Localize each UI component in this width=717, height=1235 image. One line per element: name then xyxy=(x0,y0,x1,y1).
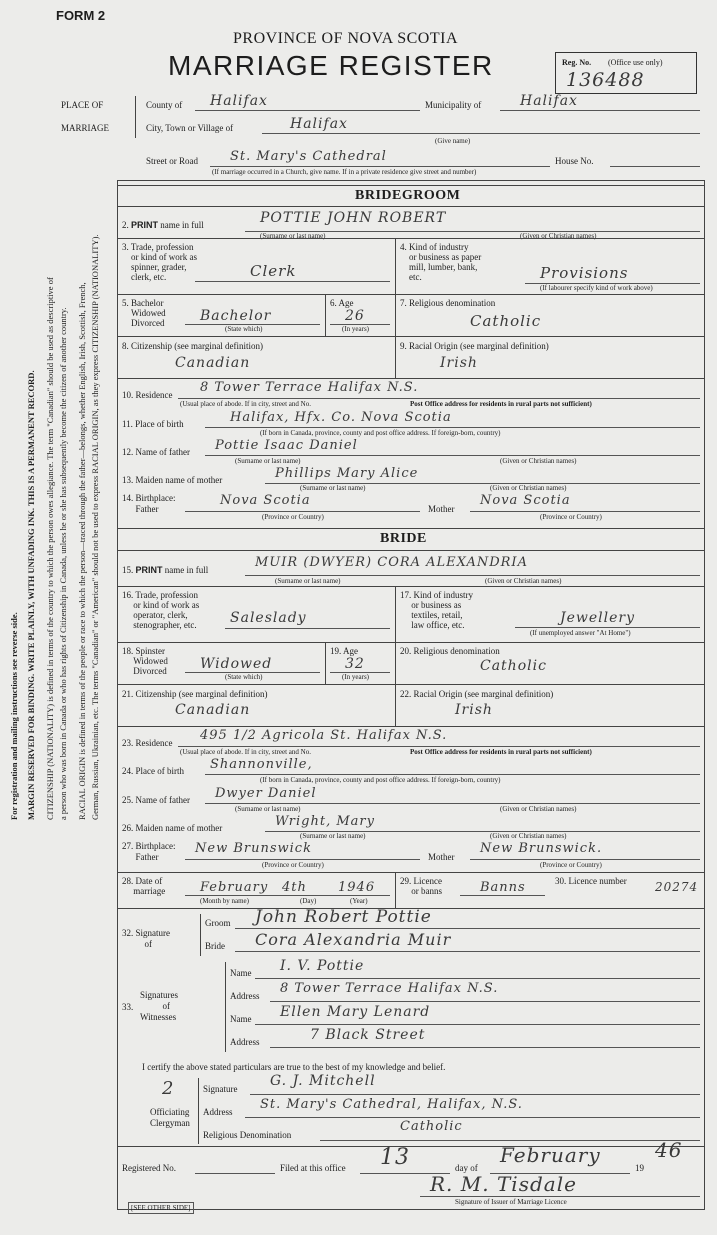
side-line-6: German, Russian, Ukrainian, etc. The terms "Canadian" or "American" should not be used to express RACIAL ORIGIN, as they express CITIZENSHIP (NATIONALITY). xyxy=(90,234,100,820)
city-value: Halifax xyxy=(290,116,348,132)
name-in-full-label: name in full xyxy=(160,220,204,230)
date-label: 28. Date of marriage xyxy=(122,876,166,896)
given-caption: (Given or Christian names) xyxy=(490,832,567,840)
surname-caption: (Surname or last name) xyxy=(235,805,301,813)
month-caption: (Month by name) xyxy=(200,897,249,905)
bride-residence: 495 1/2 Agricola St. Halifax N.S. xyxy=(200,728,448,743)
bride-heading: BRIDE xyxy=(380,531,427,546)
given-caption: (Given or Christian names) xyxy=(500,805,577,813)
signature-of-label: 32. Signature of xyxy=(122,928,170,949)
groom-trade-label: 3. Trade, profession or kind of work as spinner, grader, clerk, etc. xyxy=(122,242,197,282)
witness1-address: 8 Tower Terrace Halifax N.S. xyxy=(280,981,499,996)
groom-mother-birthplace: Nova Scotia xyxy=(480,493,571,508)
day-of-label: day of xyxy=(455,1163,478,1173)
groom-age: 26 xyxy=(345,308,365,324)
date-month: February xyxy=(200,880,269,895)
post-office-caption: Post Office address for residents in rural parts not sufficient) xyxy=(410,748,592,756)
racial-label: 22. Racial Origin (see marginal definition) xyxy=(400,689,554,699)
state-which-caption: (State which) xyxy=(225,325,263,333)
issuer-signature: R. M. Tisdale xyxy=(430,1172,577,1196)
labourer-caption: (If labourer specify kind of work above) xyxy=(540,284,653,292)
groom-industry-label: 4. Kind of industry or business as paper mill, lumber, bank, etc. xyxy=(400,242,482,282)
province-caption: (Province or Country) xyxy=(262,861,324,869)
groom-birthplace: Halifax, Hfx. Co. Nova Scotia xyxy=(230,410,452,425)
county-label: County of xyxy=(146,100,183,110)
abode-caption: (Usual place of abode. If in city, street and No. xyxy=(180,400,311,408)
witness1-name-label: Name xyxy=(230,968,252,978)
witness1-address-label: Address xyxy=(230,991,260,1001)
witness-number: 33. xyxy=(122,1002,134,1012)
bridegroom-heading: BRIDEGROOM xyxy=(355,188,461,203)
marriage-label: MARRIAGE xyxy=(61,123,110,133)
abode-caption: (Usual place of abode. If in city, street and No. xyxy=(180,748,311,756)
print-label: PRINT xyxy=(131,220,158,230)
denomination-label: Religious Denomination xyxy=(203,1130,292,1140)
house-no-label: House No. xyxy=(555,156,594,166)
clergy-mark: 2 xyxy=(162,1078,175,1099)
surname-caption: (Surname or last name) xyxy=(300,484,366,492)
groom-trade: Clerk xyxy=(250,262,297,280)
city-label: City, Town or Village of xyxy=(146,123,234,133)
clergy-label: Officiating Clergyman xyxy=(150,1107,190,1128)
registered-no-label: Registered No. xyxy=(122,1163,176,1173)
street-label: Street or Road xyxy=(146,156,198,166)
licence-number: 20274 xyxy=(655,880,699,894)
bride-trade: Saleslady xyxy=(230,610,307,626)
filed-year: 46 xyxy=(655,1138,683,1162)
mother-label: 13. Maiden name of mother xyxy=(122,475,223,485)
religion-label: 20. Religious denomination xyxy=(400,646,500,656)
bride-religion: Catholic xyxy=(480,658,547,674)
form-number: FORM 2 xyxy=(56,8,106,23)
province-caption: (Province or Country) xyxy=(540,861,602,869)
birthplace-label: 11. Place of birth xyxy=(122,419,184,429)
witness2-address: 7 Black Street xyxy=(310,1027,426,1043)
licence-value: Banns xyxy=(480,880,526,895)
witness1-name: I. V. Pottie xyxy=(280,958,365,974)
province-caption: (Province or Country) xyxy=(262,513,324,521)
born-caption: (If born in Canada, province, county and post office address. If foreign-born, country) xyxy=(260,429,501,437)
bride-trade-label: 16. Trade, profession or kind of work as operator, clerk, stenographer, etc. xyxy=(122,590,200,630)
citizenship-label: 21. Citizenship (see marginal definition) xyxy=(122,689,268,699)
unemployed-caption: (If unemployed answer "At Home") xyxy=(530,629,631,637)
given-caption: (Given or Christian names) xyxy=(520,232,597,240)
bride-industry-label: 17. Kind of industry or business as textiles, retail, law office, etc. xyxy=(400,590,473,630)
surname-caption: (Surname or last name) xyxy=(235,457,301,465)
age-label: 19. Age xyxy=(330,646,359,656)
clergy-signature-label: Signature xyxy=(203,1084,238,1094)
residence-label: 10. Residence xyxy=(122,390,173,400)
religion-label: 7. Religious denomination xyxy=(400,298,496,308)
clergy-address-label: Address xyxy=(203,1107,233,1117)
racial-label: 9. Racial Origin (see marginal definition) xyxy=(400,341,549,351)
witness2-name-label: Name xyxy=(230,1014,252,1024)
given-caption: (Given or Christian names) xyxy=(500,457,577,465)
place-of-label: PLACE OF xyxy=(61,100,104,110)
side-instructions xyxy=(8,234,102,820)
province-heading: PROVINCE OF NOVA SCOTIA xyxy=(233,30,459,47)
bride-word: Bride xyxy=(205,941,225,951)
year-caption: (Year) xyxy=(350,897,368,905)
groom-status-label: 5. Bachelor Widowed Divorced xyxy=(122,298,166,328)
citizenship-label: 8. Citizenship (see marginal definition) xyxy=(122,341,264,351)
groom-religion: Catholic xyxy=(470,312,542,330)
groom-signature: John Robert Pottie xyxy=(255,907,432,927)
reg-no-label: Reg. No. xyxy=(562,58,592,67)
bride-mother-birthplace: New Brunswick. xyxy=(480,841,603,856)
parents-birthplace-label: 14. Birthplace: Father xyxy=(122,493,176,514)
witness2-name: Ellen Mary Lenard xyxy=(280,1004,431,1020)
surname-caption: (Surname or last name) xyxy=(275,577,341,585)
bride-industry: Jewellery xyxy=(560,610,636,626)
groom-industry: Provisions xyxy=(540,264,629,282)
father-label: 12. Name of father xyxy=(122,447,190,457)
licence-number-label: 30. Licence number xyxy=(555,876,627,886)
in-years-caption: (In years) xyxy=(342,325,370,333)
municipality-label: Municipality of xyxy=(425,100,482,110)
groom-father-birthplace: Nova Scotia xyxy=(220,493,311,508)
county-value: Halifax xyxy=(210,93,268,109)
given-caption: (Given or Christian names) xyxy=(485,577,562,585)
post-office-caption: Post Office address for residents in rural parts not sufficient) xyxy=(410,400,592,408)
page-title: MARRIAGE REGISTER xyxy=(168,50,494,81)
filed-year-prefix: 19 xyxy=(635,1163,644,1173)
born-caption: (If born in Canada, province, county and post office address. If foreign-born, country) xyxy=(260,776,501,784)
date-day: 4th xyxy=(282,880,307,895)
bride-father: Dwyer Daniel xyxy=(215,786,317,801)
reg-no-value: 136488 xyxy=(566,69,645,91)
groom-father: Pottie Isaac Daniel xyxy=(215,438,358,453)
birthplace-label: 24. Place of birth xyxy=(122,766,184,776)
filed-day: 13 xyxy=(380,1145,410,1170)
bride-signature: Cora Alexandria Muir xyxy=(255,930,452,949)
bride-birthplace: Shannonville, xyxy=(210,757,313,772)
groom-status: Bachelor xyxy=(200,308,272,324)
print-label: PRINT xyxy=(135,565,163,575)
side-line-3: CITIZENSHIP (NATIONALITY) is defined in terms of the country to which the person owes allegiance. The term "Canadian" should be used as descriptive of xyxy=(45,277,55,820)
filed-at-label: Filed at this office xyxy=(280,1163,346,1173)
street-value: St. Mary's Cathedral xyxy=(230,149,387,164)
bride-racial: Irish xyxy=(455,702,493,718)
street-note: (If marriage occurred in a Church, give name. If in a private residence give street and number) xyxy=(212,168,477,176)
residence-label: 23. Residence xyxy=(122,738,173,748)
bride-citizenship: Canadian xyxy=(175,702,251,718)
bride-status-label: 18. Spinster Widowed Divorced xyxy=(122,646,168,676)
groom-residence: 8 Tower Terrace Halifax N.S. xyxy=(200,380,419,395)
date-year: 1946 xyxy=(338,880,376,895)
father-label: 25. Name of father xyxy=(122,795,190,805)
bride-name: MUIR (DWYER) CORA ALEXANDRIA xyxy=(255,555,528,570)
bride-father-birthplace: New Brunswick xyxy=(195,841,312,856)
certify-text: I certify the above stated particulars are true to the best of my knowledge and belief. xyxy=(142,1062,446,1072)
groom-racial: Irish xyxy=(440,355,478,371)
bride-mother: Wright, Mary xyxy=(275,814,375,829)
groom-word: Groom xyxy=(205,918,231,928)
issuer-caption: Signature of Issuer of Marriage Licence xyxy=(455,1198,567,1206)
witness-label: Signatures of Witnesses xyxy=(140,990,178,1022)
mother-word: Mother xyxy=(428,852,455,862)
side-line-4: a person who was born in Canada or who has rights of Citizenship in Canada, unless he or she has subsequently become the citizen of another country. xyxy=(58,307,68,820)
witness2-address-label: Address xyxy=(230,1037,260,1047)
clergy-address: St. Mary's Cathedral, Halifax, N.S. xyxy=(260,1097,523,1112)
give-name-note: (Give name) xyxy=(435,137,471,145)
office-use-note: (Office use only) xyxy=(608,58,663,67)
in-years-caption: (In years) xyxy=(342,673,370,681)
groom-citizenship: Canadian xyxy=(175,355,251,371)
reg-no-box xyxy=(555,52,697,94)
side-line-5: RACIAL ORIGIN is defined in terms of the people or race to which the person—traced through the father—belongs, whether English, Irish, Scottish, French, xyxy=(77,282,87,820)
age-label: 6. Age xyxy=(330,298,354,308)
state-which-caption: (State which) xyxy=(225,673,263,681)
bride-age: 32 xyxy=(345,656,365,672)
bride-status: Widowed xyxy=(200,656,273,672)
surname-caption: (Surname or last name) xyxy=(260,232,326,240)
mother-label: 26. Maiden name of mother xyxy=(122,823,223,833)
groom-mother: Phillips Mary Alice xyxy=(275,466,419,481)
province-caption: (Province or Country) xyxy=(540,513,602,521)
clergy-denomination: Catholic xyxy=(400,1119,463,1134)
side-line-2: MARGIN RESERVED FOR BINDING. WRITE PLAINLY, WITH UNFADING INK. THIS IS A PERMANENT RECORD. xyxy=(26,370,36,820)
filed-month: February xyxy=(500,1143,601,1167)
side-line-1: For registration and mailing instructions see reverse side. xyxy=(9,612,19,820)
name-in-full-label: name in full xyxy=(164,565,209,575)
mother-word: Mother xyxy=(428,504,455,514)
clergy-signature: G. J. Mitchell xyxy=(270,1073,376,1089)
groom-name: POTTIE JOHN ROBERT xyxy=(260,210,447,226)
see-other-side: [SEE OTHER SIDE] xyxy=(128,1202,194,1214)
given-caption: (Given or Christian names) xyxy=(490,484,567,492)
day-caption: (Day) xyxy=(300,897,317,905)
surname-caption: (Surname or last name) xyxy=(300,832,366,840)
municipality-value: Halifax xyxy=(520,93,578,109)
parents-birthplace-label: 27. Birthplace: Father xyxy=(122,841,176,862)
licence-label: 29. Licence or banns xyxy=(400,876,442,896)
